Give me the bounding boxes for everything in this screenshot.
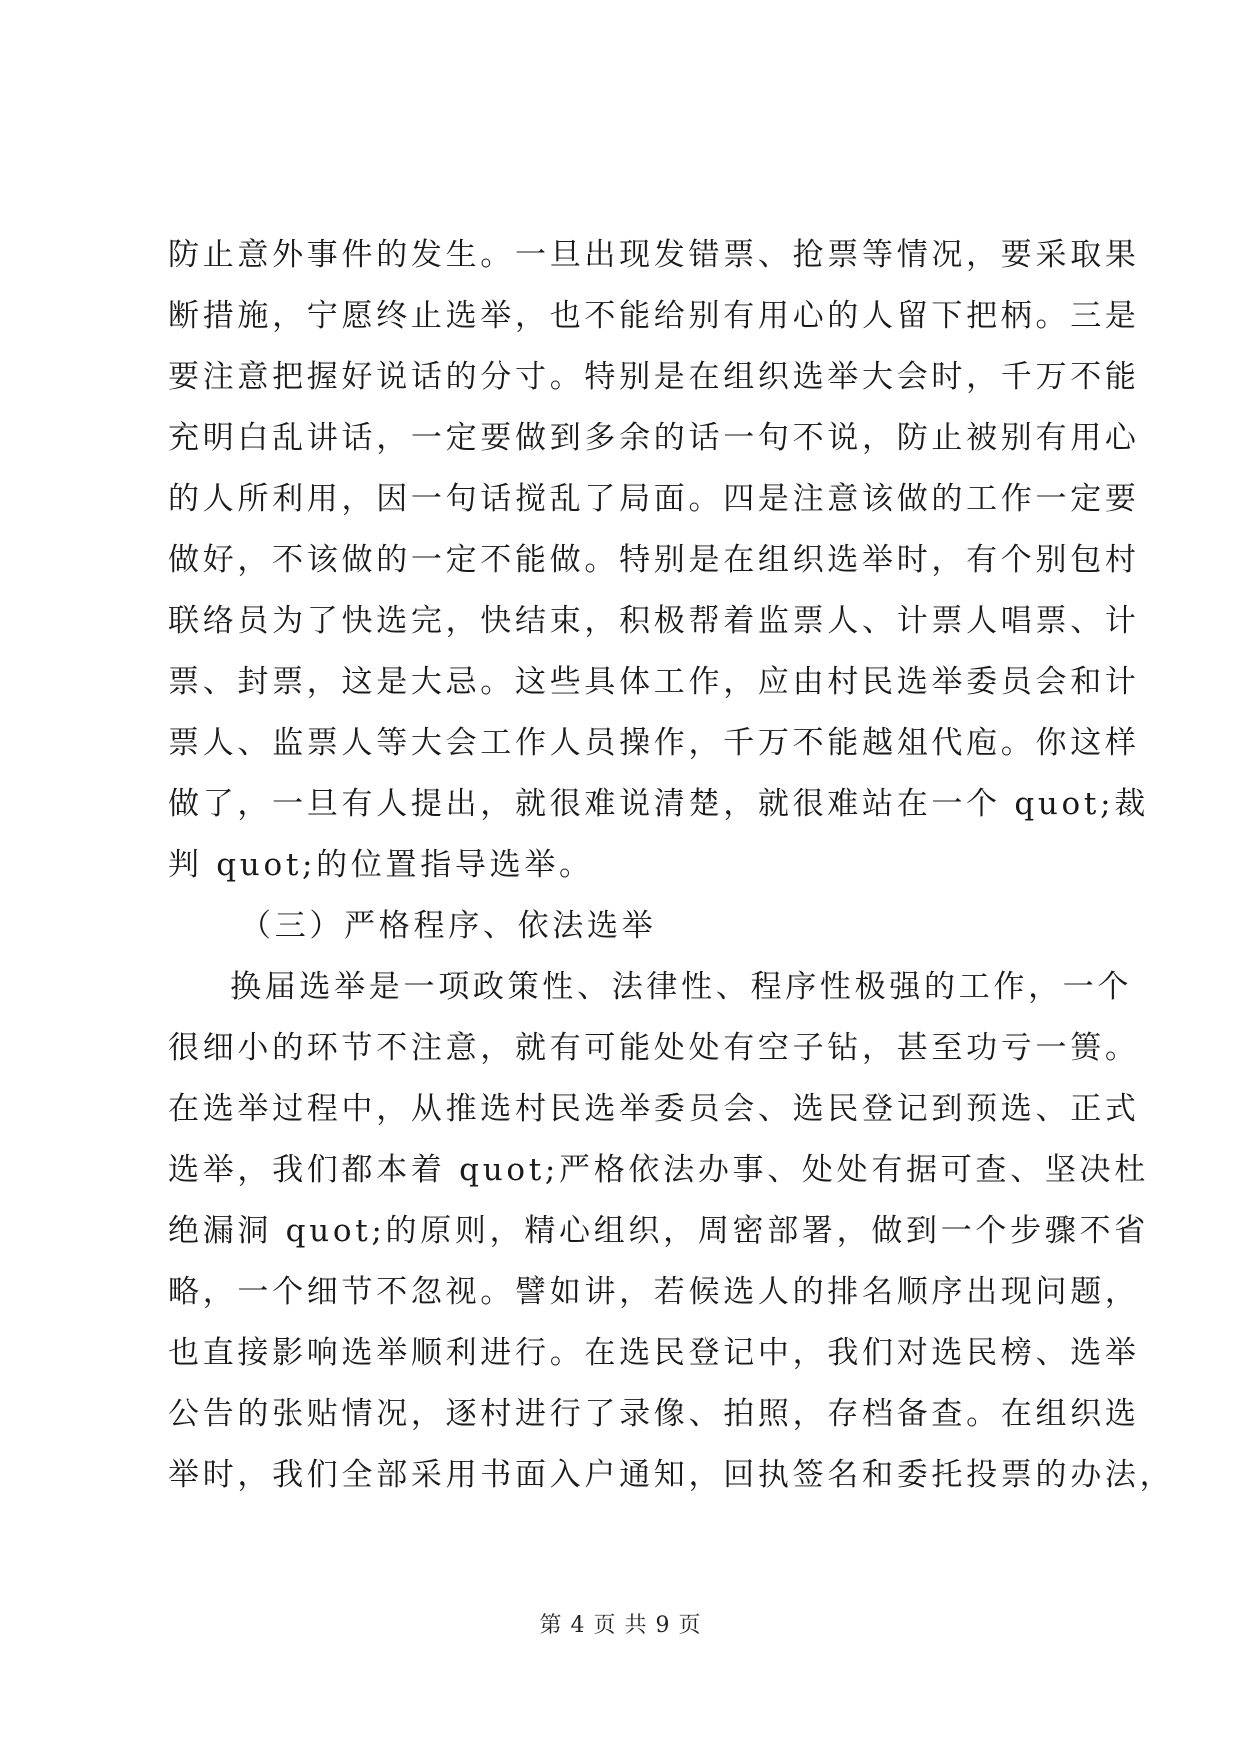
text-line: 票、封票，这是大忌。这些具体工作，应由村民选举委员会和计 [168,664,1140,700]
text-line: 断措施，宁愿终止选举，也不能给别有用心的人留下把柄。三是 [168,298,1140,334]
page-footer: 第 4 页 共 9 页 [539,1613,702,1638]
document-body [168,225,1175,1506]
paragraph-first-line: 换届选举是一项政策性、法律性、程序性极强的工作，一个 [230,969,1133,1005]
text-line: 在选举过程中，从推选村民选举委员会、选民登记到预选、正式 [168,1091,1140,1127]
text-line: 很细小的环节不注意，就有可能处处有空子钻，甚至功亏一篑。 [168,1030,1140,1066]
text-line: 绝漏洞 quot;的原则，精心组织，周密部署，做到一个步骤不省 [168,1213,1149,1249]
text-line: 举时，我们全部采用书面入户通知，回执签名和委托投票的办法， [168,1457,1175,1493]
text-line: 判 quot;的位置指导选举。 [168,847,594,883]
text-line: 要注意把握好说话的分寸。特别是在组织选举大会时，千万不能 [168,359,1140,395]
text-line: 也直接影响选举顺利进行。在选民登记中，我们对选民榜、选举 [168,1335,1140,1371]
text-line: 做了，一旦有人提出，就很难说清楚，就很难站在一个 quot;裁 [168,786,1149,822]
section-heading: （三）严格程序、依法选举 [240,908,657,944]
text-line: 联络员为了快选完，快结束，积极帮着监票人、计票人唱票、计 [168,603,1140,639]
text-line: 的人所利用，因一句话搅乱了局面。四是注意该做的工作一定要 [168,481,1140,517]
text-line: 选举，我们都本着 quot;严格依法办事、处处有据可查、坚决杜 [168,1152,1149,1188]
text-line: 防止意外事件的发生。一旦出现发错票、抢票等情况，要采取果 [168,237,1140,273]
text-line: 充明白乱讲话，一定要做到多余的话一句不说，防止被别有用心 [168,420,1140,456]
text-line: 票人、监票人等大会工作人员操作，千万不能越俎代庖。你这样 [168,725,1140,761]
text-line: 做好，不该做的一定不能做。特别是在组织选举时，有个别包村 [168,542,1140,578]
text-line: 略，一个细节不忽视。譬如讲，若候选人的排名顺序出现问题， [168,1274,1140,1310]
text-line: 公告的张贴情况，逐村进行了录像、拍照，存档备查。在组织选 [168,1396,1140,1432]
